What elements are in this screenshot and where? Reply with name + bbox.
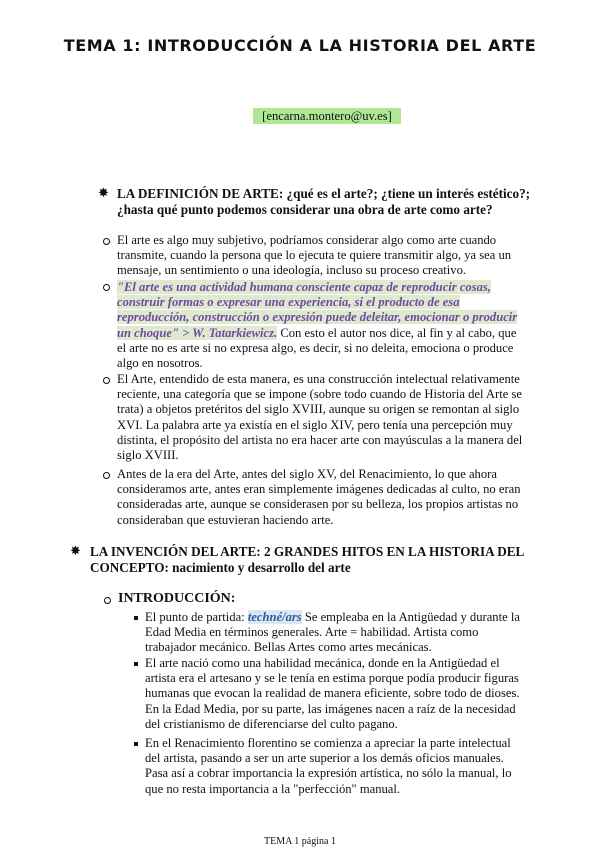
circle-bullet-icon — [103, 472, 110, 479]
bullet-star-icon: ✸ — [98, 186, 109, 201]
s1-item4 — [117, 467, 521, 528]
s2-bullet2 — [145, 656, 520, 732]
bullet-star-icon: ✸ — [70, 544, 81, 559]
s2-b1-post: Se empleaba en la Antigüedad y durante la — [301, 610, 520, 624]
s1-item2 — [117, 280, 517, 371]
s1-item4-line: consideramos arte, antes eran simplemente imágenes dedicadas al culto, no eran — [117, 482, 521, 497]
square-bullet-icon — [134, 742, 138, 746]
s1-item3 — [117, 372, 522, 463]
s2-b2-line: del cristianismo de diferenciarse del culto pagano. — [145, 716, 398, 731]
section2-heading-line1: LA INVENCIÓN DEL ARTE: 2 GRANDES HITOS EN LA HISTORIA DEL — [90, 544, 525, 559]
s2-b2-line: En la Edad Media, por su parte, las imágenes nacen a raíz de la necesidad — [145, 701, 516, 716]
techne-ars-term: techné/ars — [247, 610, 302, 624]
section1-heading-line1: LA DEFINICIÓN DE ARTE: ¿qué es el arte?; ¿tiene un interés estético?; — [117, 186, 531, 201]
s2-bullet3 — [145, 736, 512, 797]
s1-item4-line: consideraban que estuvieran haciendo arte. — [117, 512, 334, 527]
tatarkiewicz-quote-line: reproducción, construcción o expresión puede deleitar, emocionar o producir — [117, 310, 518, 325]
square-bullet-icon — [134, 616, 138, 620]
section2-heading-line2: CONCEPTO: nacimiento y desarrollo del arte — [90, 560, 351, 575]
circle-bullet-icon — [103, 377, 110, 384]
s2-b1-line: trabajador mecánico. Bellas Artes como artes mecánicas. — [145, 640, 432, 655]
s2-b3-line: Pasa así a cobrar importancia la expresión artística, no sólo la manual, lo — [145, 766, 512, 781]
tatarkiewicz-quote-line: construir formas o expresar una experiencia, si el producto de esa — [117, 295, 460, 310]
s1-item3-line: reciente, una categoría que se impone (sobre todo cuando de Historia del Arte se — [117, 387, 522, 402]
s1-item2-line: el arte no es arte si no expresa algo, es decir, si no deleita, emociona o produce — [117, 340, 514, 355]
s1-item3-line: El Arte, entendido de esta manera, es una construcción intelectual relativamente — [117, 372, 520, 386]
s1-item1 — [117, 233, 511, 279]
s1-item3-line: distinta, el propósito del artista no era hacer arte con mayúsculas a la manera del — [117, 432, 523, 447]
section1-heading-line2: ¿hasta qué punto podemos considerar una obra de arte como arte? — [117, 202, 493, 217]
s1-item2-tail: Con esto el autor nos dice, al fin y al cabo, que — [277, 325, 517, 340]
s1-item4-line: consideradas arte, aunque se considerasen por su belleza, los propios artistas no — [117, 497, 519, 512]
s1-item1-line: mensaje, un sentimiento o una ideología, incluso su proceso creativo. — [117, 263, 467, 278]
introduccion-subheading: INTRODUCCIÓN: — [118, 591, 236, 606]
s2-b2-line: humanas que evocan la realidad de manera eficiente, sobre todo de dioses. — [145, 686, 520, 701]
circle-bullet-icon — [103, 284, 110, 291]
circle-bullet-icon — [103, 238, 110, 245]
s1-item2-line: algo en nosotros. — [117, 356, 203, 371]
s2-b3-line: En el Renacimiento florentino se comienza a apreciar la parte intelectual — [145, 736, 511, 750]
s2-b1-line: Edad Media en términos generales. Arte = habilidad. Artista como — [145, 625, 479, 640]
s1-item4-line: Antes de la era del Arte, antes del siglo XV, del Renacimiento, lo que ahora — [117, 467, 497, 481]
tatarkiewicz-quote-line: un choque" > W. Tatarkiewicz. — [117, 325, 278, 340]
s2-b3-line: que no resta importancia a la "perfección" manual. — [145, 781, 401, 796]
s2-b1-pre: El punto de partida: — [145, 610, 248, 624]
tatarkiewicz-quote-line: "El arte es una actividad humana consciente capaz de reproducir cosas, — [117, 280, 491, 294]
circle-bullet-icon — [104, 597, 111, 604]
s2-bullet1 — [145, 610, 520, 656]
s1-item3-line: XVI. La palabra arte ya existía en el siglo XIV, pero tenía una percepción muy — [117, 417, 513, 432]
page-title: TEMA 1: INTRODUCCIÓN A LA HISTORIA DEL ARTE — [63, 36, 537, 55]
s1-item3-line: siglo XVIII. — [117, 448, 179, 463]
s2-b2-line: El arte nació como una habilidad mecánica, donde en la Antigüedad el — [145, 656, 500, 670]
s2-b2-line: artista era el artesano y se le tenía en estima porque podía producir figuras — [145, 671, 519, 686]
square-bullet-icon — [134, 662, 138, 666]
s1-item1-line: transmite, cuando la persona que lo ejecuta te quiere transmitir algo, ya sea un — [117, 248, 512, 263]
page-footer: TEMA 1 página 1 — [264, 836, 336, 847]
s1-item3-line: trata) a objetos pretéritos del siglo XVIII, aunque su origen se remontan al siglo — [117, 402, 520, 417]
email-highlight: [encarna.montero@uv.es] — [253, 108, 401, 124]
s2-b3-line: del artista, pasando a ser un arte superior a los demás oficios manuales. — [145, 751, 504, 766]
s1-item1-line: El arte es algo muy subjetivo, podríamos considerar algo como arte cuando — [117, 233, 497, 247]
